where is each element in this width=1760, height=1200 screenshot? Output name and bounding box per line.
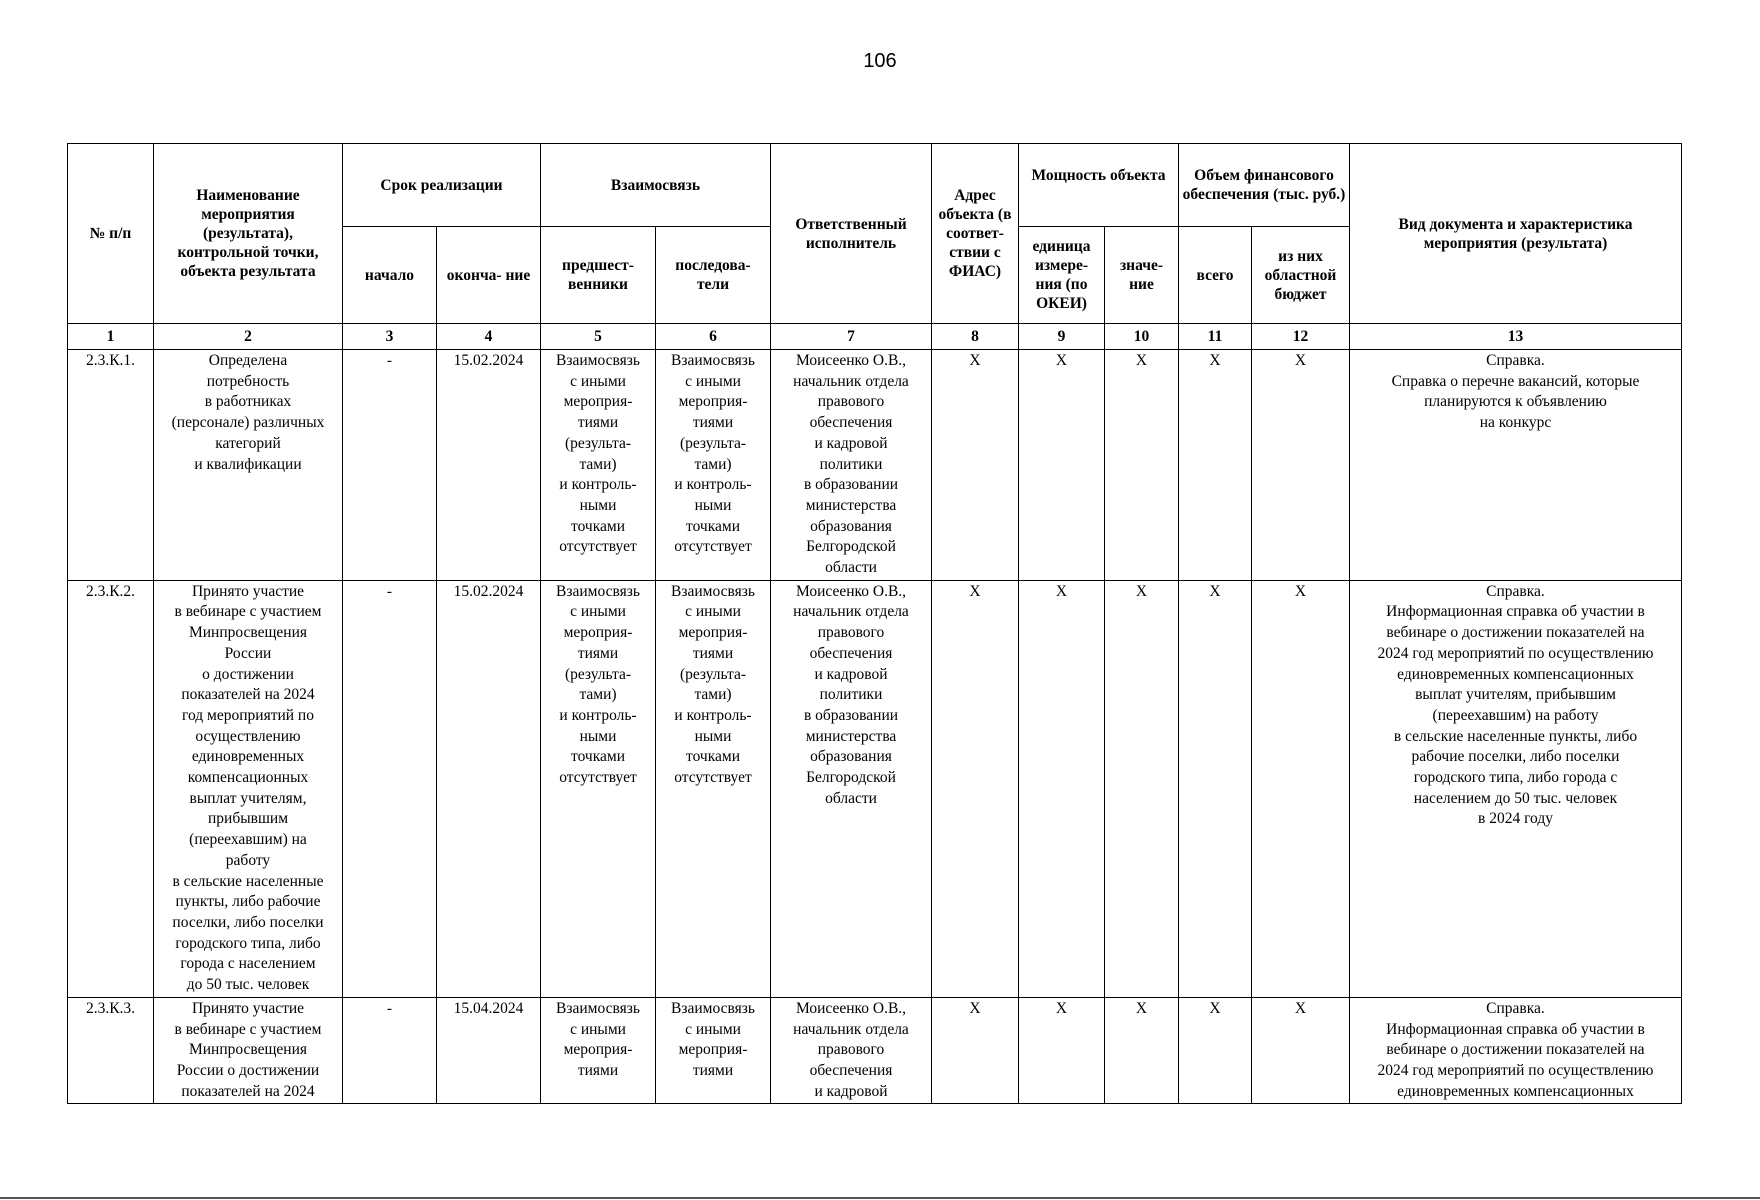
column-number: 5 <box>541 324 656 350</box>
column-number: 3 <box>343 324 437 350</box>
finance-regional: X <box>1252 350 1350 581</box>
table-row <box>68 997 1682 1104</box>
table-row <box>68 350 1682 581</box>
header-capacity-unit: единица измере- ния (по ОКЕИ) <box>1019 227 1105 324</box>
header-finance-regional: из них областной бюджет <box>1252 227 1350 324</box>
finance-regional: X <box>1252 580 1350 997</box>
header-capacity: Мощность объекта <box>1019 144 1179 227</box>
row-number: 2.3.К.1. <box>68 350 154 581</box>
header-document: Вид документа и характеристика мероприятия (результата) <box>1350 144 1682 324</box>
responsible-person: Моисеенко О.В., начальник отдела правового обеспечения и кадровой политики в образовании министерства образования Белгородской области <box>771 350 932 581</box>
column-number: 1 <box>68 324 154 350</box>
header-period: Срок реализации <box>343 144 541 227</box>
header-link: Взаимосвязь <box>541 144 771 227</box>
capacity-unit: X <box>1019 580 1105 997</box>
header-period-end: оконча- ние <box>437 227 541 324</box>
capacity-unit: X <box>1019 350 1105 581</box>
column-number: 7 <box>771 324 932 350</box>
header-finance-total: всего <box>1179 227 1252 324</box>
event-name: Определена потребность в работниках (персонале) различных категорий и квалификации <box>154 350 343 581</box>
header-row-1 <box>68 144 1682 227</box>
column-number: 10 <box>1105 324 1179 350</box>
document-description: Справка. Информационная справка об участии в вебинаре о достижении показателей на 2024 год мероприятий по осуществлению единовременных компенсационных <box>1350 997 1682 1104</box>
start-date: - <box>343 350 437 581</box>
object-address: X <box>932 997 1019 1104</box>
column-number: 13 <box>1350 324 1682 350</box>
header-finance: Объем финансового обеспечения (тыс. руб.) <box>1179 144 1350 227</box>
successors: Взаимосвязь с иными мероприя- тиями (результа- тами) и контроль- ными точками отсутствует <box>656 580 771 997</box>
responsible-person: Моисеенко О.В., начальник отдела правового обеспечения и кадровой <box>771 997 932 1104</box>
header-link-prev: предшест- венники <box>541 227 656 324</box>
capacity-value: X <box>1105 350 1179 581</box>
page-number: 106 <box>863 50 897 72</box>
column-number: 9 <box>1019 324 1105 350</box>
capacity-value: X <box>1105 997 1179 1104</box>
successors: Взаимосвязь с иными мероприя- тиями <box>656 997 771 1104</box>
object-address: X <box>932 580 1019 997</box>
start-date: - <box>343 580 437 997</box>
events-table <box>67 143 1682 1104</box>
document-description: Справка. Информационная справка об участии в вебинаре о достижении показателей на 2024 год мероприятий по осуществлению единовременных компенсационных выплат учителям, прибывшим (переехавшим) на работу в сельские населенные пункты, либо рабочие поселки, либо поселки городского типа, либо города с населением до 50 тыс. человек в 2024 году <box>1350 580 1682 997</box>
column-number: 8 <box>932 324 1019 350</box>
header-address: Адрес объекта (в соответ- ствии с ФИАС) <box>932 144 1019 324</box>
header-num: № п/п <box>68 144 154 324</box>
object-address: X <box>932 350 1019 581</box>
table-row <box>68 580 1682 997</box>
column-number: 2 <box>154 324 343 350</box>
header-period-start: начало <box>343 227 437 324</box>
finance-regional: X <box>1252 997 1350 1104</box>
header-capacity-value: значе- ние <box>1105 227 1179 324</box>
column-number: 6 <box>656 324 771 350</box>
capacity-value: X <box>1105 580 1179 997</box>
row-number: 2.3.К.3. <box>68 997 154 1104</box>
header-link-next: последова- тели <box>656 227 771 324</box>
end-date: 15.02.2024 <box>437 350 541 581</box>
predecessors: Взаимосвязь с иными мероприя- тиями (результа- тами) и контроль- ными точками отсутствует <box>541 580 656 997</box>
column-number: 4 <box>437 324 541 350</box>
predecessors: Взаимосвязь с иными мероприя- тиями <box>541 997 656 1104</box>
document-description: Справка. Справка о перечне вакансий, которые планируются к объявлению на конкурс <box>1350 350 1682 581</box>
event-name: Принято участие в вебинаре с участием Минпросвещения России о достижении показателей на 2024 <box>154 997 343 1104</box>
finance-total: X <box>1179 350 1252 581</box>
header-name: Наименование мероприятия (результата), контрольной точки, объекта результата <box>154 144 343 324</box>
column-numbers-row <box>68 324 1682 350</box>
end-date: 15.02.2024 <box>437 580 541 997</box>
row-number: 2.3.К.2. <box>68 580 154 997</box>
predecessors: Взаимосвязь с иными мероприя- тиями (результа- тами) и контроль- ными точками отсутствует <box>541 350 656 581</box>
finance-total: X <box>1179 997 1252 1104</box>
capacity-unit: X <box>1019 997 1105 1104</box>
finance-total: X <box>1179 580 1252 997</box>
column-number: 11 <box>1179 324 1252 350</box>
event-name: Принято участие в вебинаре с участием Минпросвещения России о достижении показателей на 2024 год мероприятий по осуществлению единовременных компенсационных выплат учителям, прибывшим (переехавшим) на работу в сельские населенные пункты, либо рабочие поселки, либо поселки городского типа, либо города с населением до 50 тыс. человек <box>154 580 343 997</box>
responsible-person: Моисеенко О.В., начальник отдела правового обеспечения и кадровой политики в образовании министерства образования Белгородской области <box>771 580 932 997</box>
successors: Взаимосвязь с иными мероприя- тиями (результа- тами) и контроль- ными точками отсутствует <box>656 350 771 581</box>
header-responsible: Ответственный исполнитель <box>771 144 932 324</box>
column-number: 12 <box>1252 324 1350 350</box>
bottom-divider <box>0 1197 1760 1199</box>
start-date: - <box>343 997 437 1104</box>
end-date: 15.04.2024 <box>437 997 541 1104</box>
